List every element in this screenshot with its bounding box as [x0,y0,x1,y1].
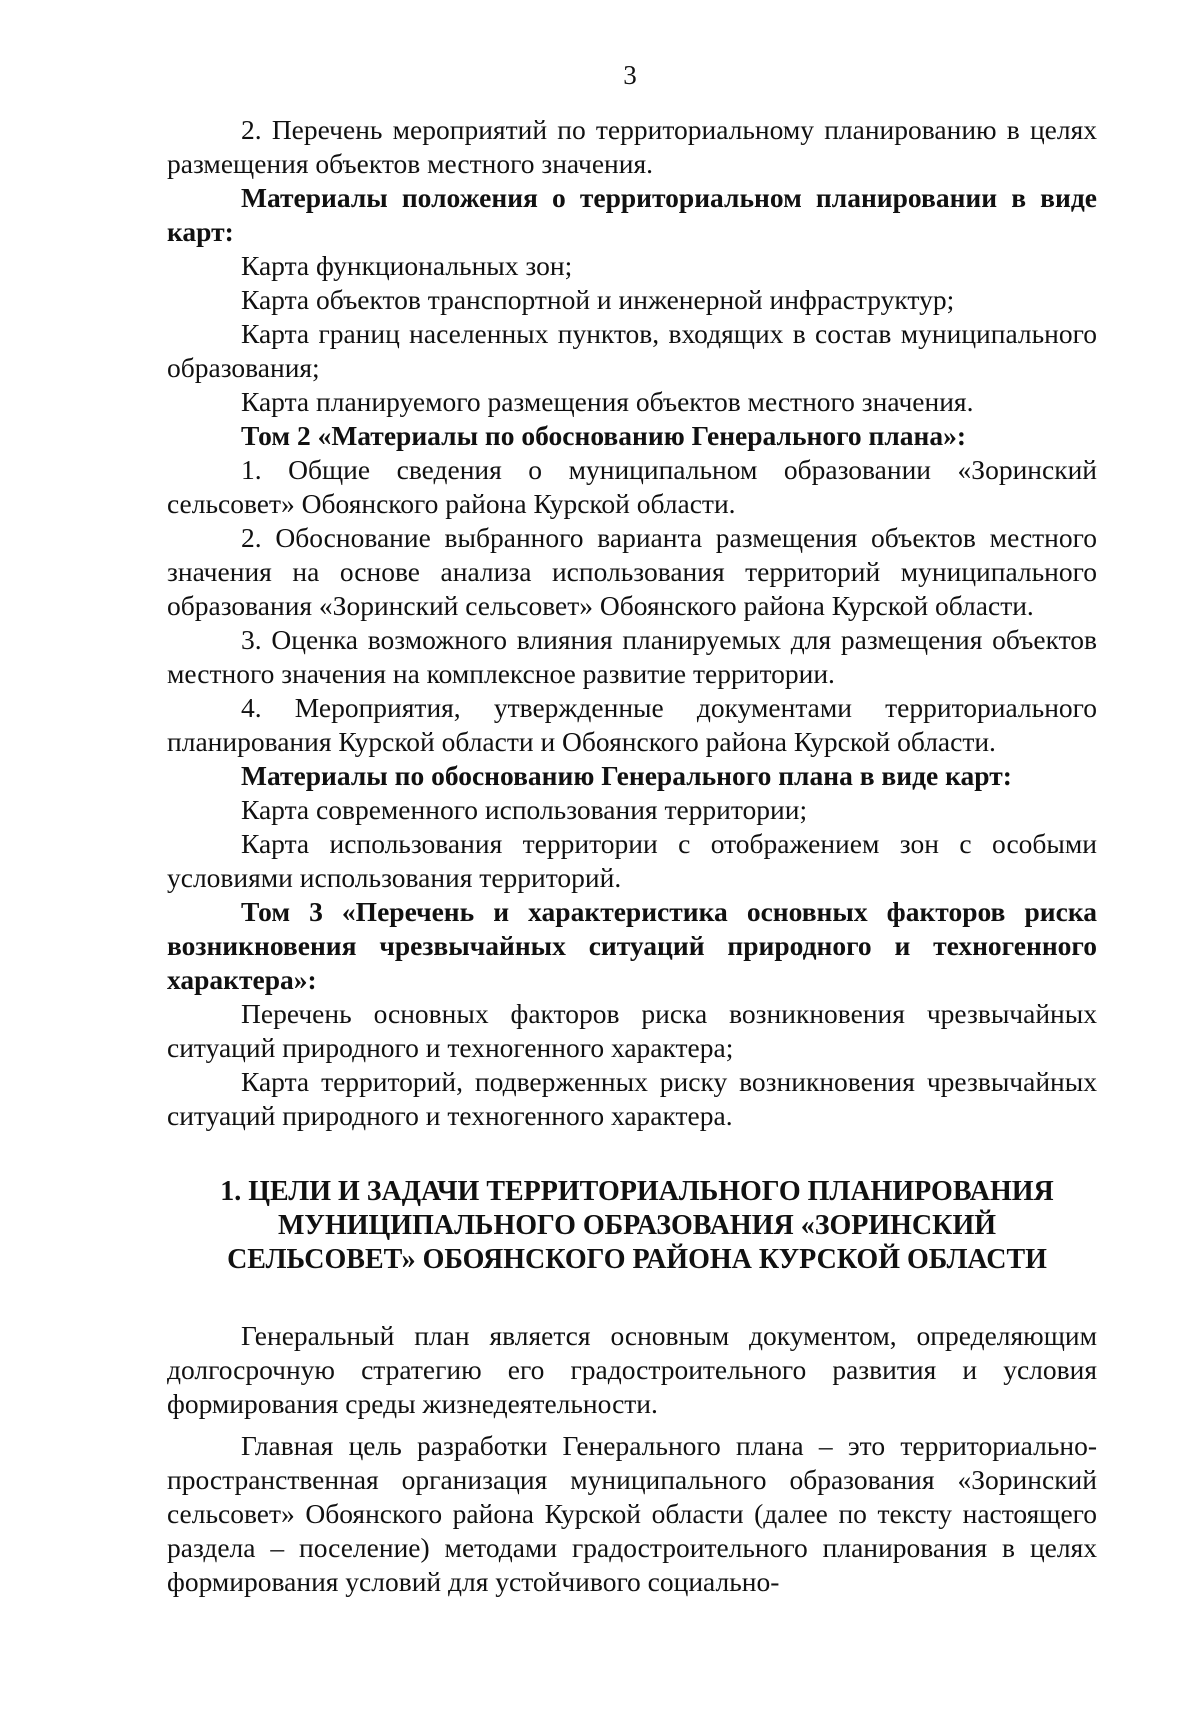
paragraph: Карта использования территории с отображением зон с особыми условиями использования территорий. [167,828,1097,893]
section-heading-line: СЕЛЬСОВЕТ» ОБОЯНСКОГО РАЙОНА КУРСКОЙ ОБЛАСТИ [227,1244,1047,1275]
document-body [167,113,1097,1599]
paragraph: 4. Мероприятия, утвержденные документами территориального планирования Курской области и Обоянского района Курской области. [167,692,1097,757]
paragraph: Карта границ населенных пунктов, входящих в состав муниципального образования; [167,318,1097,383]
section-heading [167,1175,1097,1277]
bold-paragraph: Материалы по обоснованию Генерального плана в виде карт: [241,760,1012,791]
paragraph: 1. Общие сведения о муниципальном образовании «Зоринский сельсовет» Обоянского района Курской области. [167,454,1097,519]
section-heading-line: МУНИЦИПАЛЬНОГО ОБРАЗОВАНИЯ «ЗОРИНСКИЙ [277,1210,997,1241]
paragraph: Карта объектов транспортной и инженерной инфраструктур; [241,284,955,315]
bold-paragraph: Материалы положения о территориальном планировании в виде карт: [167,182,1097,247]
paragraph: 2. Перечень мероприятий по территориальному планированию в целях размещения объектов местного значения. [167,114,1097,179]
page-number: 3 [623,60,637,90]
paragraph: 3. Оценка возможного влияния планируемых для размещения объектов местного значения на комплексное развитие территории. [167,624,1097,689]
paragraph: 2. Обоснование выбранного варианта размещения объектов местного значения на основе анализа использования территорий муниципального образования «Зоринский сельсовет» Обоянского района Курской области. [167,522,1097,621]
paragraph: Карта территорий, подверженных риску возникновения чрезвычайных ситуаций природного и техногенного характера. [167,1066,1097,1131]
paragraph: Карта функциональных зон; [241,250,573,281]
bold-paragraph: Том 3 «Перечень и характеристика основных факторов риска возникновения чрезвычайных ситуаций природного и техногенного характера»: [167,896,1097,995]
section-paragraph: Главная цель разработки Генерального плана – это территориально-пространственная организация муниципального образования «Зоринский сельсовет» Обоянского района Курской области (далее по тексту настоящего раздела – поселение) методами градостроительного планирования в целях формирования условий для устойчивого социально- [167,1430,1097,1597]
paragraph: Перечень основных факторов риска возникновения чрезвычайных ситуаций природного и техногенного характера; [167,998,1097,1063]
section-paragraph: Генеральный план является основным документом, определяющим долгосрочную стратегию его градостроительного развития и условия формирования среды жизнедеятельности. [167,1320,1097,1419]
paragraph: Карта планируемого размещения объектов местного значения. [241,386,974,417]
paragraph: Карта современного использования территории; [241,794,808,825]
section-heading-line: 1. ЦЕЛИ И ЗАДАЧИ ТЕРРИТОРИАЛЬНОГО ПЛАНИРОВАНИЯ [220,1176,1054,1207]
bold-paragraph: Том 2 «Материалы по обоснованию Генерального плана»: [241,420,967,451]
